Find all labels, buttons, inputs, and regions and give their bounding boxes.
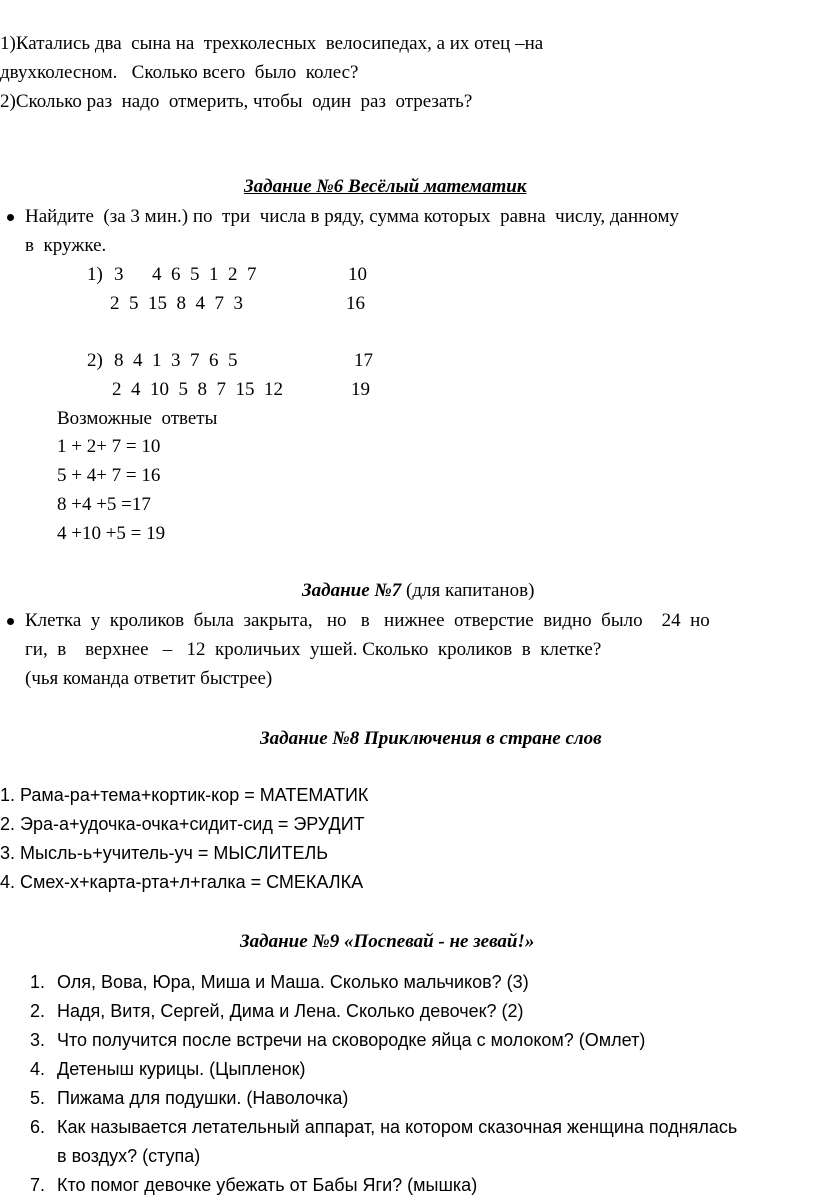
task9-item: Надя, Витя, Сергей, Дима и Лена. Сколько девочек? (2) [57,1001,524,1021]
task8-item: 1. Рама-ра+тема+кортик-кор = МАТЕМАТИК [0,785,369,805]
list-number: 6. [30,1117,46,1137]
row-label: 2) [87,350,103,371]
number-row: 3 4 6 5 1 2 7 [114,264,257,285]
task9-item: Кто помог девочке убежать от Бабы Яги? (мышка) [57,1175,478,1195]
list-number: 1. [30,972,46,992]
circle-target: 16 [346,293,365,314]
riddle-2: 2)Сколько раз надо отмерить, чтобы один раз отрезать? [0,91,473,112]
riddle-1-line-1: 1)Катались два сына на трехколесных велосипедах, а их отец –на [0,33,544,54]
task6-instruction-line-2: в кружке. [25,235,107,256]
task9-item: Оля, Вова, Юра, Миша и Маша. Сколько мальчиков? (3) [57,972,529,992]
list-number: 4. [30,1059,46,1079]
task9-item-continuation: в воздух? (ступа) [57,1146,201,1166]
number-row: 2 4 10 5 8 7 15 12 [112,379,283,400]
task6-instruction-line-1: Найдите (за 3 мин.) по три числа в ряду, сумма которых равна числу, данному [25,206,679,227]
task8-item: 3. Мысль-ь+учитель-уч = МЫСЛИТЕЛЬ [0,843,329,863]
task9-item: Что получится после встречи на сковородке яйца с молоком? (Омлет) [57,1030,646,1050]
answers-title: Возможные ответы [57,408,218,429]
bullet-icon [7,214,14,221]
list-number: 2. [30,1001,46,1021]
task6-title: Задание №6 Весёлый математик [244,176,527,197]
answer: 5 + 4+ 7 = 16 [57,465,161,486]
task8-item: 4. Смех-х+карта-рта+л+галка = СМЕКАЛКА [0,872,364,892]
task7-title [302,581,534,600]
answer: 8 +4 +5 =17 [57,494,151,515]
task7-text-line-3: (чья команда ответит быстрее) [25,668,273,689]
circle-target: 17 [354,350,373,371]
answer: 1 + 2+ 7 = 10 [57,436,161,457]
task7-title-bold: Задание №7 [302,580,402,601]
number-row: 8 4 1 3 7 6 5 [114,350,238,371]
answer: 4 +10 +5 = 19 [57,523,166,544]
number-row: 2 5 15 8 4 7 3 [110,293,243,314]
task9-item: Как называется летательный аппарат, на котором сказочная женщина поднялась [57,1117,738,1137]
list-number: 5. [30,1088,46,1108]
task9-item: Детеныш курицы. (Цыпленок) [57,1059,306,1079]
task9-item: Пижама для подушки. (Наволочка) [57,1088,349,1108]
list-number: 3. [30,1030,46,1050]
riddle-1-line-2: двухколесном. Сколько всего было колес? [0,62,359,83]
circle-target: 10 [348,264,367,285]
task8-item: 2. Эра-а+удочка-очка+сидит-сид = ЭРУДИТ [0,814,365,834]
task7-text-line-2: ги, в верхнее – 12 кроличьих ушей. Сколько кроликов в клетке? [25,639,602,660]
list-number: 7. [30,1175,46,1195]
bullet-icon [7,618,14,625]
row-label: 1) [87,264,103,285]
task9-title: Задание №9 «Поспевай - не зевай!» [240,931,535,952]
task7-text-line-1: Клетка у кроликов была закрыта, но в нижнее отверстие видно было 24 но [25,610,710,631]
task8-title: Задание №8 Приключения в стране слов [260,728,602,749]
task7-title-rest: (для капитанов) [401,580,535,601]
circle-target: 19 [351,379,370,400]
